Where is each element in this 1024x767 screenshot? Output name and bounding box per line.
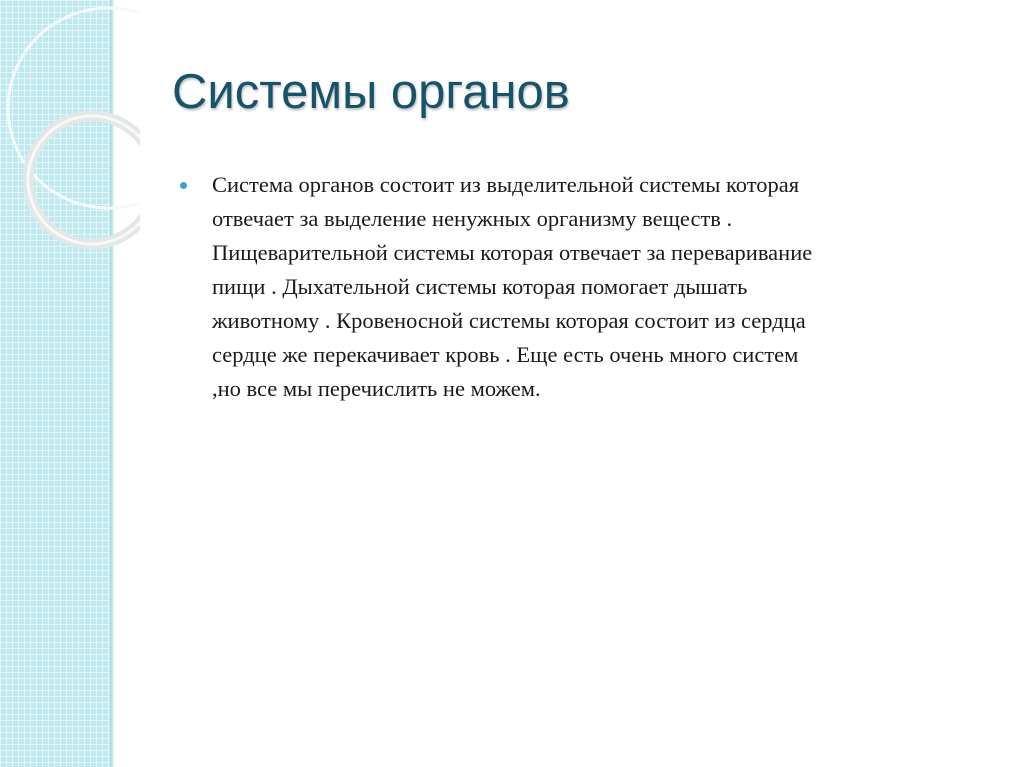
bullet-item xyxy=(180,168,980,406)
bullet-list xyxy=(180,168,980,406)
decorative-arc-inner-highlight xyxy=(28,116,140,244)
bullet-line: сердце же перекачивает кровь . Еще есть очень много систем xyxy=(212,342,799,367)
bullet-line: пищи . Дыхательной системы которая помогает дышать xyxy=(212,274,748,299)
bullet-line: Пищеварительной системы которая отвечает за переваривание xyxy=(212,240,813,265)
bullet-line: ,но все мы перечислить не можем. xyxy=(212,376,541,401)
decorative-arcs xyxy=(0,0,140,767)
bullet-dot-icon xyxy=(180,182,187,189)
bullet-line: Система органов состоит из выделительной системы которая xyxy=(212,172,800,197)
bullet-text xyxy=(212,168,980,406)
bullet-line: отвечает за выделение ненужных организму веществ . xyxy=(212,206,733,231)
slide-title: Системы органов xyxy=(172,65,570,119)
bullet-line: животному . Кровеносной системы которая состоит из сердца xyxy=(212,308,806,333)
